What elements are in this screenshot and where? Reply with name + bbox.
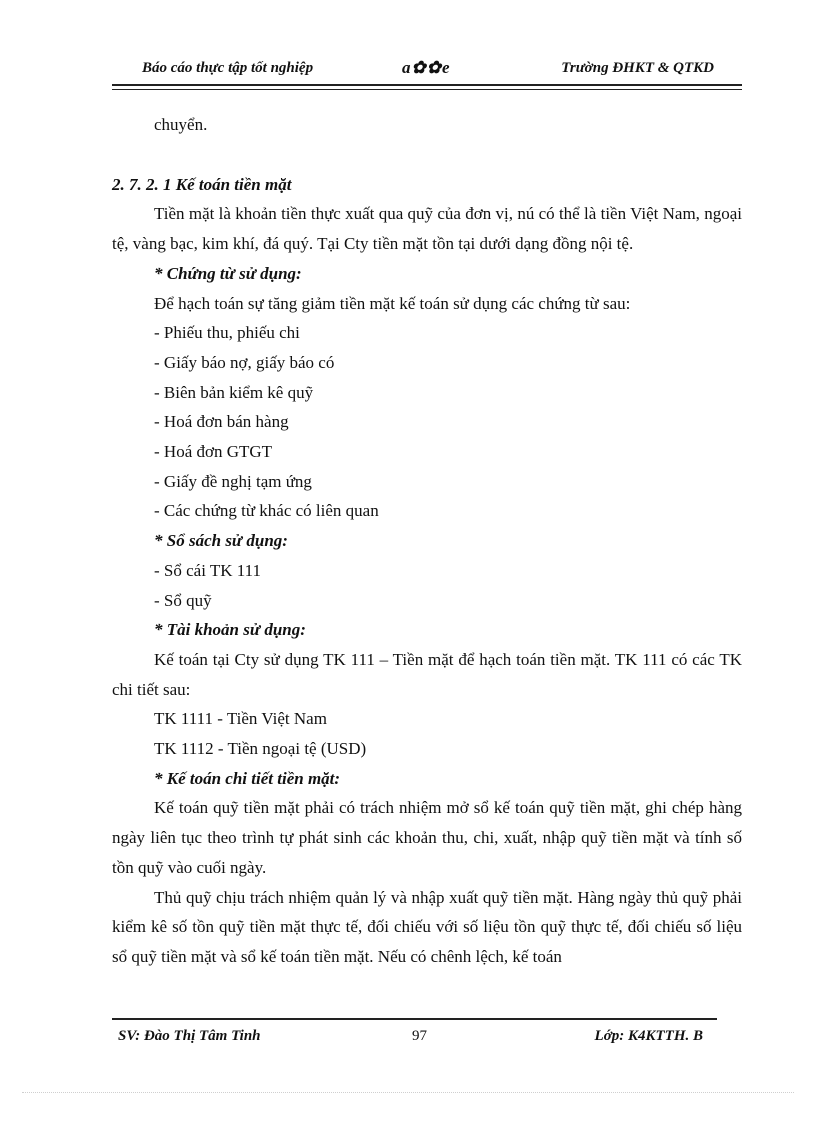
- list-item: - Các chứng từ khác có liên quan: [154, 501, 379, 521]
- page-edge-dotted-line: [22, 1092, 794, 1093]
- paragraph-accounts: Kế toán tại Cty sử dụng TK 111 – Tiền mặt để hạch toán tiền mặt. TK 111 có các TK chi tiết sau:: [112, 649, 742, 699]
- paragraph-definition: Tiền mặt là khoản tiền thực xuất qua quỹ của đơn vị, nú có thể là tiền Việt Nam, ngoại tệ, vàng bạc, kim khí, đá quý. Tại Cty tiền mặt tồn tại dưới dạng đồng nội tệ.: [112, 204, 742, 254]
- subheading-detail-accounting: * Kế toán chi tiết tiền mặt:: [154, 768, 341, 788]
- header-ornament-logo: a✿✿e: [402, 58, 451, 77]
- footer-class: Lớp: K4KTTH. B: [594, 1028, 703, 1044]
- subheading-accounts: * Tài khoản sử dụng:: [154, 620, 306, 640]
- paragraph-cash-accountant: Kế toán quỹ tiền mặt phải có trách nhiệm mở sổ kế toán quỹ tiền mặt, ghi chép hàng ngày liên tục theo trình tự phát sinh các khoản thu, chi, xuất, nhập quỹ tiền mặt và tính số tồn quỹ vào cuối ngày.: [112, 798, 742, 877]
- list-item: - Phiếu thu, phiếu chi: [154, 323, 300, 343]
- page-number: 97: [412, 1028, 427, 1044]
- header-rule-thin: [112, 89, 742, 90]
- paragraph-cashier: Thủ quỹ chịu trách nhiệm quản lý và nhập xuất quỹ tiền mặt. Hàng ngày thủ quỹ phải kiểm kê số tồn quỹ tiền mặt thực tế, đối chiếu với số liệu tồn quỹ thực tế, đối chiếu số liệu sổ quỹ tiền mặt và sổ kế toán tiền mặt. Nếu có chênh lệch, kế toán: [112, 887, 742, 966]
- section-heading: 2. 7. 2. 1 Kế toán tiền mặt: [112, 174, 292, 194]
- paragraph-documents-intro: Để hạch toán sự tăng giảm tiền mặt kế toán sử dụng các chứng từ sau:: [154, 293, 631, 313]
- footer-student-name: SV: Đào Thị Tâm Tinh: [118, 1028, 261, 1044]
- footer-rule: [112, 1018, 717, 1020]
- page-body: [112, 110, 742, 972]
- subheading-documents: * Chứng từ sử dụng:: [154, 263, 302, 283]
- header-rule-thick: [112, 84, 742, 86]
- list-item: - Hoá đơn bán hàng: [154, 412, 289, 432]
- paragraph-continuation: chuyển.: [154, 115, 208, 134]
- subheading-books: * Sổ sách sử dụng:: [154, 531, 288, 551]
- list-item: TK 1111 - Tiền Việt Nam: [154, 709, 327, 729]
- page-header: [112, 56, 742, 82]
- header-university: Trường ĐHKT & QTKD: [561, 60, 714, 76]
- list-item: - Sổ cái TK 111: [154, 560, 262, 580]
- list-item: - Giấy báo nợ, giấy báo có: [154, 352, 335, 372]
- list-item: - Sổ quỹ: [154, 590, 212, 610]
- list-item: - Biên bản kiểm kê quỹ: [154, 382, 314, 402]
- list-item: - Giấy đề nghị tạm ứng: [154, 471, 312, 491]
- header-report-title: Báo cáo thực tập tốt nghiệp: [142, 60, 314, 76]
- list-item: - Hoá đơn GTGT: [154, 442, 273, 462]
- list-item: TK 1112 - Tiền ngoại tệ (USD): [154, 739, 367, 759]
